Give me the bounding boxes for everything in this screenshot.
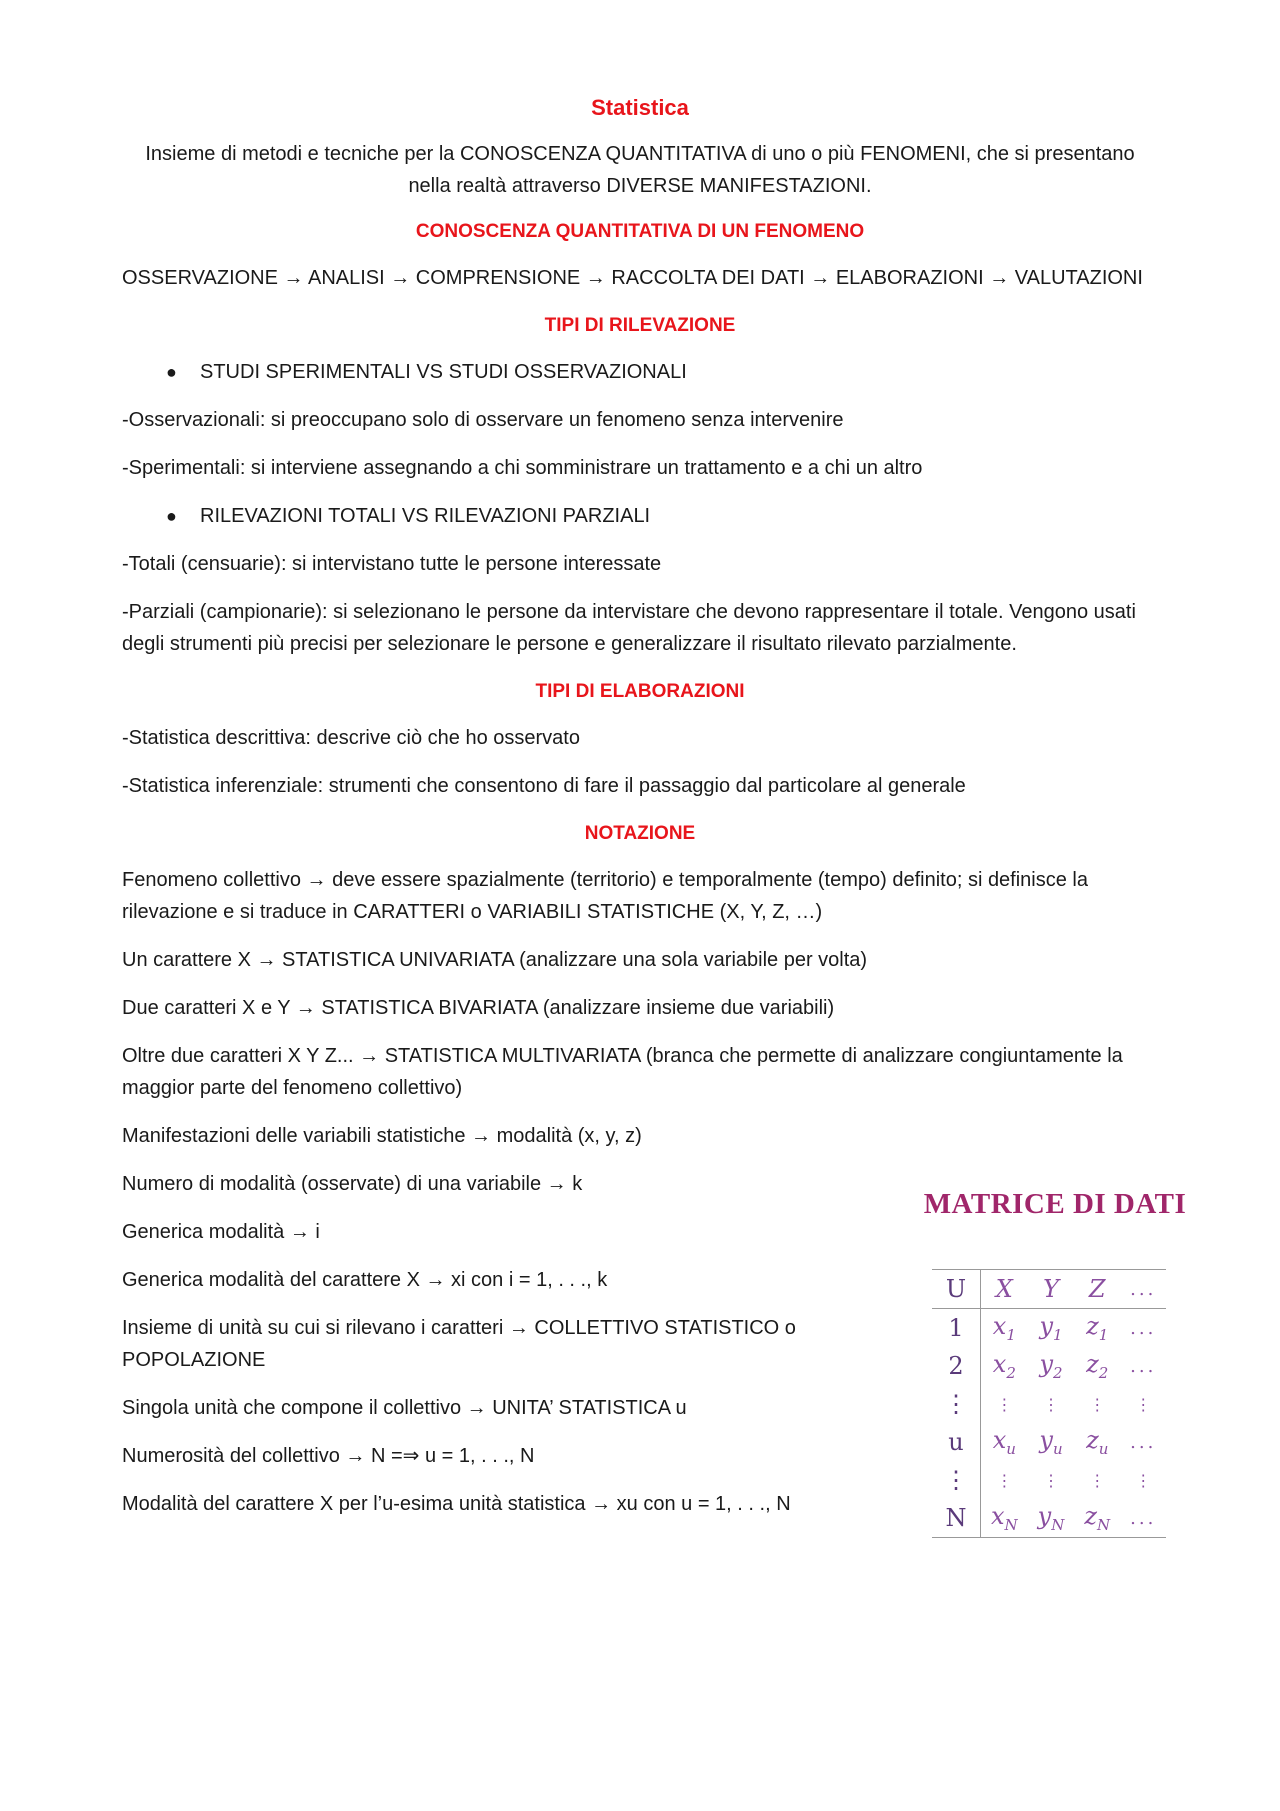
matrix-row	[932, 1423, 1166, 1461]
matrix-row-label: 2	[932, 1347, 981, 1385]
paragraph-osservazionali: -Osservazionali: si preoccupano solo di osservare un fenomeno senza intervenire	[122, 409, 844, 431]
paragraph-modalita-u-esima: Modalità del carattere X per l’u-esima unità statistica → xu con u = 1, . . ., N	[122, 1493, 791, 1515]
bullet-icon: ●	[166, 506, 177, 526]
matrix-cell: $z_2$	[1086, 1350, 1109, 1382]
paragraph-collettivo: Insieme di unità su cui si rilevano i caratteri → COLLETTIVO STATISTICO o POPOLAZIONE	[122, 1317, 796, 1371]
paragraph-multivariata: Oltre due caratteri X Y Z... → STATISTICA MULTIVARIATA (branca che permette di analizzare congiuntamente la maggior parte del fenomeno collettivo)	[122, 1045, 1123, 1099]
heading-tipi-elaborazioni: TIPI DI ELABORAZIONI	[535, 681, 745, 702]
matrix-cell: $z_u$	[1086, 1426, 1109, 1458]
matrix-header-cell: X	[981, 1270, 1028, 1309]
bullet-icon: ●	[166, 362, 177, 382]
heading-conoscenza: CONOSCENZA QUANTITATIVA DI UN FENOMENO	[415, 221, 865, 242]
bullet-studi	[122, 356, 1158, 388]
bullet-rilevazioni	[122, 500, 1158, 532]
paragraph-manifestazioni: Manifestazioni delle variabili statistiche → modalità (x, y, z)	[122, 1125, 642, 1147]
paragraph-sperimentali: -Sperimentali: si interviene assegnando a chi somministrare un trattamento e a chi un altro	[122, 457, 923, 479]
matrix-row-label: ⋮	[932, 1461, 981, 1499]
matrix-cell: $y_N$	[1028, 1499, 1075, 1538]
matrix-cell: $z_1$	[1086, 1312, 1109, 1344]
matrix-header-cell: ...	[1120, 1270, 1166, 1309]
matrix-cell: $x_N$	[981, 1499, 1028, 1538]
matrix-cell: ⋮	[1135, 1470, 1152, 1490]
matrix-row-label: N	[932, 1499, 981, 1538]
bullet-text: STUDI SPERIMENTALI VS STUDI OSSERVAZIONALI	[200, 361, 687, 383]
paragraph-fenomeno-collettivo: Fenomeno collettivo → deve essere spazialmente (territorio) e temporalmente (tempo) definito; si definisce la rilevazione e si traduce in CARATTERI o VARIABILI STATISTICHE (X, Y, Z, …)	[122, 869, 1088, 923]
matrix-cell: $y_u$	[1039, 1426, 1063, 1458]
matrix-cell: ⋮	[1135, 1394, 1152, 1414]
matrix-header-cell: Z	[1074, 1270, 1120, 1309]
matrix-row	[932, 1499, 1166, 1538]
paragraph-descrittiva: -Statistica descrittiva: descrive ciò che ho osservato	[122, 727, 580, 749]
matrix-cell: $z_N$	[1074, 1499, 1120, 1538]
paragraph-numerosita: Numerosità del collettivo → N =⇒ u = 1, . . ., N	[122, 1445, 535, 1467]
data-matrix-figure	[923, 1188, 1188, 1538]
matrix-cell: ⋮	[1089, 1394, 1106, 1414]
paragraph-bivariata: Due caratteri X e Y → STATISTICA BIVARIATA (analizzare insieme due variabili)	[122, 997, 835, 1019]
matrix-row-label: ⋮	[932, 1385, 981, 1423]
process-flow: OSSERVAZIONE → ANALISI → COMPRENSIONE → RACCOLTA DEI DATI → ELABORAZIONI → VALUTAZIONI	[122, 267, 1143, 289]
matrix-row	[932, 1461, 1166, 1499]
page-title: Statistica	[591, 95, 689, 120]
bullet-text: RILEVAZIONI TOTALI VS RILEVAZIONI PARZIALI	[200, 505, 651, 527]
matrix-cell: ...	[1130, 1317, 1157, 1339]
data-matrix-table	[932, 1269, 1166, 1538]
intro-paragraph: Insieme di metodi e tecniche per la CONOSCENZA QUANTITATIVA di uno o più FENOMENI, che si presentano nella realtà attraverso DIVERSE MANIFESTAZIONI.	[145, 143, 1135, 197]
matrix-row	[932, 1385, 1166, 1423]
paragraph-generica-modalita-x: Generica modalità del carattere X → xi con i = 1, . . ., k	[122, 1269, 608, 1291]
paragraph-inferenziale: -Statistica inferenziale: strumenti che consentono di fare il passaggio dal particolare al generale	[122, 775, 966, 797]
heading-tipi-rilevazione: TIPI DI RILEVAZIONE	[544, 315, 736, 336]
matrix-cell: ⋮	[1043, 1470, 1060, 1490]
matrix-row	[932, 1347, 1166, 1385]
paragraph-generica-modalita: Generica modalità → i	[122, 1221, 320, 1243]
heading-notazione: NOTAZIONE	[584, 823, 696, 844]
matrix-cell: $x_u$	[992, 1426, 1016, 1458]
matrix-row	[932, 1309, 1166, 1348]
paragraph-univariata: Un carattere X → STATISTICA UNIVARIATA (analizzare una sola variabile per volta)	[122, 949, 868, 971]
matrix-header-cell: Y	[1028, 1270, 1075, 1309]
matrix-row-label: 1	[932, 1309, 981, 1348]
matrix-cell: ...	[1120, 1499, 1166, 1538]
matrix-cell: $y_1$	[1039, 1312, 1063, 1344]
matrix-cell: ⋮	[996, 1394, 1013, 1414]
paragraph-totali: -Totali (censuarie): si intervistano tutte le persone interessate	[122, 553, 662, 575]
paragraph-unita: Singola unità che compone il collettivo → UNITA’ STATISTICA u	[122, 1397, 687, 1419]
matrix-cell: ...	[1130, 1355, 1157, 1377]
paragraph-numero-modalita: Numero di modalità (osservate) di una variabile → k	[122, 1173, 583, 1195]
paragraph-parziali: -Parziali (campionarie): si selezionano le persone da intervistare che devono rappresentare il totale. Vengono usati degli strumenti più precisi per selezionare le persone e generalizzare il risultato rilevato parzialmente.	[122, 601, 1136, 655]
matrix-header-row	[932, 1270, 1166, 1309]
matrix-cell: ⋮	[996, 1470, 1013, 1490]
matrix-cell: $y_2$	[1039, 1350, 1063, 1382]
matrix-cell: ...	[1130, 1431, 1157, 1453]
matrix-row-label: u	[932, 1423, 981, 1461]
matrix-title: MATRICE DI DATI	[923, 1188, 1187, 1220]
matrix-cell: ⋮	[1043, 1394, 1060, 1414]
matrix-cell: $x_2$	[992, 1350, 1016, 1382]
matrix-header-cell: U	[932, 1270, 981, 1309]
matrix-cell: $x_1$	[992, 1312, 1016, 1344]
matrix-cell: ⋮	[1089, 1470, 1106, 1490]
